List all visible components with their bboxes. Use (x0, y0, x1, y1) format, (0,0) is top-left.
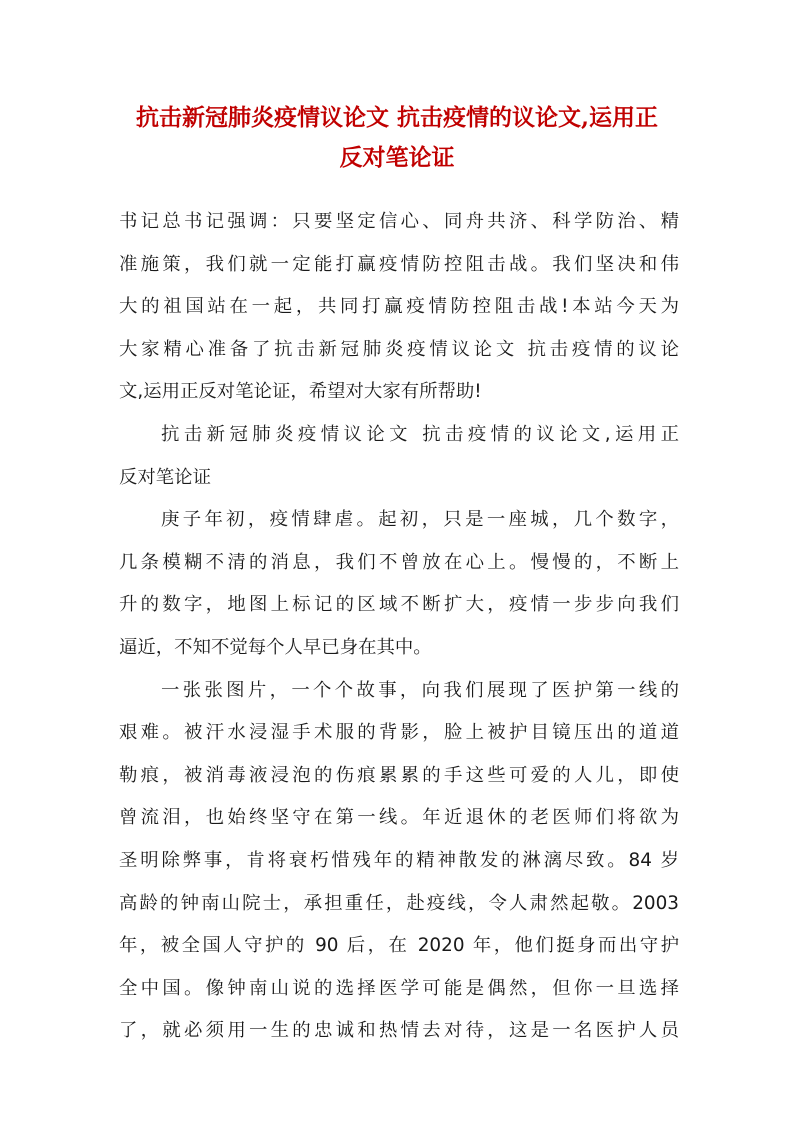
document-body (119, 201, 679, 1053)
text-line: 了，就必须用一生的忠诚和热情去对待，这是一名医护人员 (119, 1020, 679, 1042)
text-line: 曾流泪，也始终坚守在第一线。年近退休的老医师们将欲为 (119, 807, 679, 829)
paragraph (119, 414, 679, 499)
text-line: 全中国。像钟南山说的选择医学可能是偶然，但你一旦选择 (119, 977, 679, 999)
text-line: 大家精心准备了抗击新冠肺炎疫情议论文 抗击疫情的议论 (119, 338, 679, 360)
text-line: 几条模糊不清的消息，我们不曾放在心上。慢慢的，不断上 (119, 551, 679, 573)
document-title (110, 98, 684, 178)
text-line: 文,运用正反对笔论证，希望对大家有所帮助! (119, 381, 482, 403)
title-line: 抗击新冠肺炎疫情议论文 抗击疫情的议论文,运用正 (135, 104, 658, 131)
text-line: 一张张图片，一个个故事，向我们展现了医护第一线的 (161, 679, 679, 701)
text-line: 大的祖国站在一起，共同打赢疫情防控阻击战!本站今天为 (119, 296, 679, 318)
text-line: 勒痕，被消毒液浸泡的伤痕累累的手这些可爱的人儿，即使 (119, 764, 679, 786)
text-line: 书记总书记强调：只要坚定信心、同舟共济、科学防治、精 (119, 211, 679, 232)
paragraph (119, 201, 679, 414)
text-line: 高龄的钟南山院士，承担重任，赴疫线，令人肃然起敬。2003 (119, 892, 679, 914)
text-line: 逼近，不知不觉每个人早已身在其中。 (119, 636, 432, 658)
text-line: 庚子年初，疫情肆虐。起初，只是一座城，几个数字， (161, 509, 679, 531)
text-line: 升的数字，地图上标记的区域不断扩大，疫情一步步向我们 (119, 594, 679, 616)
title-line: 反对笔论证 (339, 144, 455, 171)
text-line: 圣明除弊事，肯将衰朽惜残年的精神散发的淋漓尽致。84 岁 (119, 849, 679, 871)
paragraph (119, 670, 679, 1053)
paragraph (119, 499, 679, 669)
text-line: 抗击新冠肺炎疫情议论文 抗击疫情的议论文,运用正 (161, 423, 679, 445)
text-line: 反对笔论证 (119, 466, 211, 488)
text-line: 年，被全国人守护的 90 后，在 2020 年，他们挺身而出守护 (119, 935, 679, 957)
text-line: 准施策，我们就一定能打赢疫情防控阻击战。我们坚决和伟 (119, 253, 679, 275)
text-line: 艰难。被汗水浸湿手术服的背影，脸上被护目镜压出的道道 (119, 722, 679, 744)
